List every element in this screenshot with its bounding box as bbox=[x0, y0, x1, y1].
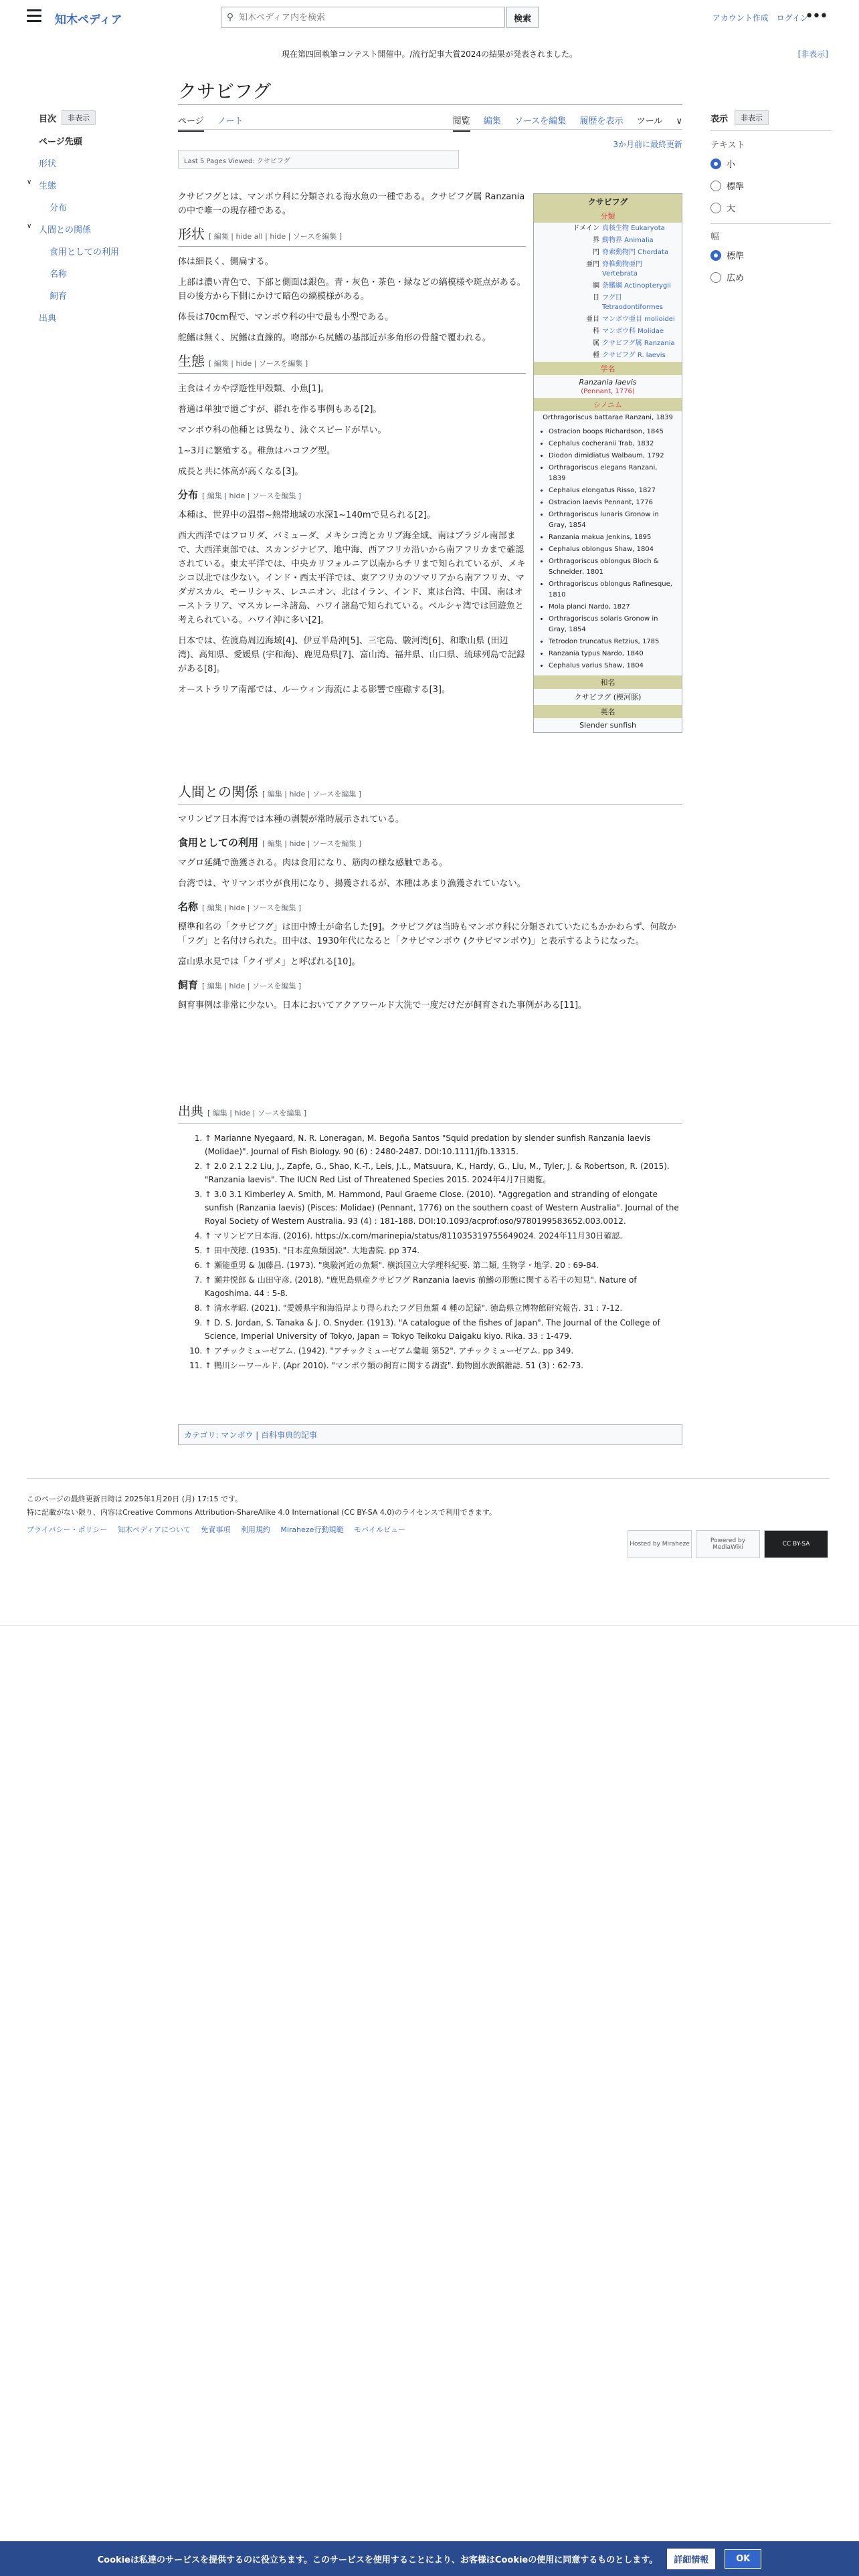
width-standard[interactable]: 標準 bbox=[710, 249, 831, 261]
site-header bbox=[0, 0, 859, 36]
chevron-icon[interactable]: ∨ bbox=[27, 223, 32, 230]
toc-hide-button[interactable]: 非表示 bbox=[62, 110, 96, 125]
synonym-item: • Cephalus elongatus Risso, 1827 bbox=[549, 486, 676, 496]
taxobox-row bbox=[534, 338, 682, 350]
section-heading-refs: 出典 [ 編集 | hide | ソースを編集 ] bbox=[178, 1105, 682, 1123]
paragraph: 成長と共に体高が高くなる[3]。 bbox=[178, 467, 304, 477]
taxobox-taxon[interactable]: 脊索動物門 Chordata bbox=[601, 249, 669, 256]
cc-license-badge[interactable]: CC BY-SA bbox=[764, 1530, 828, 1558]
section-heading-name: 名称 [ 編集 | hide | ソースを編集 ] bbox=[178, 901, 302, 913]
tab-talk[interactable]: ノート bbox=[217, 116, 244, 126]
tab-edit[interactable]: 編集 bbox=[483, 116, 501, 126]
section-edit-links[interactable]: [ 編集 | hide | ソースを編集 ] bbox=[207, 1109, 307, 1117]
paragraph: マグロ延縄で漁獲される。肉は食用になり、筋肉の様な感触である。 bbox=[178, 858, 448, 868]
footer-link-mobile[interactable]: モバイルビュー bbox=[353, 1525, 405, 1534]
taxobox-taxon[interactable]: 脊椎動物亜門 Vertebrata bbox=[601, 261, 642, 278]
taxobox-taxon[interactable]: 真核生物 Eukaryota bbox=[601, 225, 665, 232]
synonym-item: • Orthragoriscus oblongus Bloch & Schneider, 1801 bbox=[549, 556, 676, 578]
taxobox-title: クサビフグ bbox=[534, 194, 682, 209]
page-title: クサビフグ bbox=[178, 80, 272, 102]
appearance-panel bbox=[710, 110, 831, 293]
taxobox-classification bbox=[534, 223, 682, 362]
paragraph: 台湾では、ヤリマンボウが食用になり、揚獲されるが、本種はあまり漁獲されていない。 bbox=[178, 879, 526, 889]
taxobox-row bbox=[534, 350, 682, 362]
cookie-banner bbox=[0, 2541, 859, 2576]
taxobox-jpname: クサビフグ (楔河豚) bbox=[574, 693, 642, 702]
text-size-large[interactable]: 大 bbox=[710, 201, 831, 214]
taxobox-rank: 種 bbox=[592, 352, 599, 359]
width-wide[interactable]: 広め bbox=[710, 271, 831, 284]
footer-link-terms[interactable]: 利用規約 bbox=[240, 1525, 270, 1534]
synonym-item: • Orthragoriscus elegans Ranzani, 1839 bbox=[549, 463, 676, 484]
footer-links bbox=[27, 1523, 629, 1537]
footer-divider bbox=[27, 1478, 830, 1479]
section-heading-ecology: 生態 [ 編集 | hide | ソースを編集 ] bbox=[178, 354, 526, 374]
taxobox-row bbox=[534, 235, 682, 247]
width-label: 幅 bbox=[710, 223, 831, 242]
tab-tools[interactable]: ツール bbox=[636, 116, 663, 126]
paragraph: マンボウ科の他種とは異なり、泳ぐスピードが早い。 bbox=[178, 425, 387, 435]
footer-badges bbox=[628, 1530, 828, 1558]
tab-divider bbox=[178, 129, 682, 130]
taxobox-classification-header[interactable]: 分類 bbox=[534, 209, 682, 223]
section-heading-human: 人間との関係 [ 編集 | hide | ソースを編集 ] bbox=[178, 785, 682, 804]
search-input[interactable] bbox=[239, 13, 504, 23]
tab-read[interactable]: 閲覧 bbox=[453, 116, 470, 132]
reference-item: 9. ↑ D. S. Jordan, S. Tanaka & J. O. Snyder. (1913). "A catalogue of the fishes of Japan". The Journal of the College of Science, Imperial University of Tokyo, Japan = Tokyo Teikoku Daigaku kiyo. Rika. 33 : 1-479. bbox=[205, 1316, 682, 1343]
paragraph: 普通は単独で過ごすが、群れを作る事例もある[2]。 bbox=[178, 405, 382, 415]
reference-item: 11. ↑ 鴨川シーワールド. (Apr 2010). "マンボウ類の飼育に関する調査". 動物園水族館雑誌. 51 (3) : 62-73. bbox=[205, 1359, 682, 1372]
paragraph: 体は細長く、側扁する。 bbox=[178, 257, 274, 267]
section-heading-food: 食用としての利用 [ 編集 | hide | ソースを編集 ] bbox=[178, 837, 362, 849]
article-lower bbox=[178, 776, 682, 1019]
text-size-label: テキスト bbox=[710, 140, 745, 150]
pages-viewed-box: Last 5 Pages Viewed: クサビフグ bbox=[178, 150, 459, 169]
chevron-icon[interactable]: ∨ bbox=[27, 179, 32, 186]
namespace-tabs bbox=[178, 114, 254, 126]
taxobox-taxon[interactable]: マンボウ科 Molidae bbox=[601, 328, 664, 335]
login-link[interactable]: ログイン bbox=[776, 13, 808, 23]
references-section bbox=[178, 1095, 682, 1374]
text-size-small[interactable]: 小 bbox=[710, 157, 831, 170]
tab-history[interactable]: 履歴を表示 bbox=[579, 116, 624, 126]
taxobox-taxon[interactable]: クサビフグ属 Ranzania bbox=[601, 340, 675, 347]
site-notice: 現在第四回執筆コンテスト開催中。/流行記事大賞2024の結果が発表されました。 bbox=[281, 49, 578, 59]
page-footer bbox=[27, 1493, 629, 1537]
footer-link-disclaimer[interactable]: 免責事項 bbox=[201, 1525, 231, 1534]
toc-item-refs[interactable]: 出典 bbox=[39, 314, 57, 324]
synonym-item: • Orthragoriscus oblongus Rafinesque, 1810 bbox=[549, 579, 676, 601]
section-edit-links[interactable]: [ 編集 | hide all | hide | ソースを編集 ] bbox=[209, 232, 343, 241]
taxobox-taxon[interactable]: 動物界 Animalia bbox=[601, 237, 654, 244]
menu-icon[interactable] bbox=[27, 9, 41, 23]
toc-item-food[interactable]: 食用としての利用 bbox=[50, 247, 120, 257]
table-of-contents bbox=[27, 110, 166, 333]
reference-list bbox=[178, 1132, 682, 1372]
cookie-more-button[interactable]: 詳細情報 bbox=[667, 2549, 715, 2569]
synonym-item: • Ostracion boops Richardson, 1845 bbox=[549, 427, 676, 437]
paragraph: オーストラリア南部では、ルーウィン海流による影響で座礁する[3]。 bbox=[178, 685, 450, 695]
taxobox-rank: ドメイン bbox=[573, 225, 599, 232]
taxobox-jpname-header: 和名 bbox=[534, 675, 682, 689]
cookie-ok-button[interactable]: OK bbox=[725, 2549, 761, 2569]
footer-link-about[interactable]: 知木ペディアについて bbox=[117, 1525, 191, 1534]
create-account-link[interactable]: アカウント作成 bbox=[712, 13, 769, 23]
synonym-item: • Ranzania typus Nardo, 1840 bbox=[549, 649, 676, 659]
appearance-hide-button[interactable]: 非表示 bbox=[735, 110, 769, 125]
paragraph: 本種は、世界中の温帯~熱帯地域の水深1~140mで見られる[2]。 bbox=[178, 510, 436, 520]
taxobox-rank: 界 bbox=[592, 237, 599, 244]
taxobox-row bbox=[534, 292, 682, 314]
toc-item-top[interactable]: ページ先頭 bbox=[39, 137, 82, 147]
search-box[interactable] bbox=[221, 7, 505, 28]
miraheze-badge[interactable]: Hosted by Miraheze bbox=[628, 1530, 692, 1558]
page-end-line bbox=[0, 1625, 859, 1626]
taxobox-row bbox=[534, 326, 682, 338]
view-tabs bbox=[442, 114, 682, 126]
reference-item: 2. ↑ 2.0 2.1 2.2 Liu, J., Zapfe, G., Shao, K.-T., Leis, J.L., Matsuura, K., Hardy, G., Liu, M., Tyler, J. & Robertson, R. (2015). "Ranzania laevis". The IUCN Red List of Threatened Species 2015. 2024年4月7日閲覧。 bbox=[205, 1160, 682, 1186]
footer-link-coc[interactable]: Miraheze行動規範 bbox=[280, 1525, 344, 1534]
section-edit-links[interactable]: [ 編集 | hide | ソースを編集 ] bbox=[202, 982, 302, 990]
taxobox-sciname-header[interactable]: 学名 bbox=[534, 362, 682, 375]
taxobox-rank: 属 bbox=[592, 340, 599, 347]
synonym-item: • Orthragoriscus solaris Gronow in Gray, 1854 bbox=[549, 614, 676, 635]
appearance-header bbox=[710, 110, 831, 131]
taxobox-rank: 亜目 bbox=[585, 316, 599, 323]
radio[interactable] bbox=[710, 272, 721, 283]
synonym-item: • Cephalus oblongus Shaw, 1804 bbox=[549, 544, 676, 555]
reference-item: 1. ↑ Marianne Nyegaard, N. R. Loneragan, M. Begoña Santos "Squid predation by slender sunfish Ranzania laevis (Molidae)". Journal of Fish Biology. 90 (6) : 2480-2487. DOI:10.1111/jfb.13315. bbox=[205, 1132, 682, 1158]
reference-item: 10. ↑ アチックミューゼアム. (1942). "アチックミューゼアム彙報 第52". アチックミューゼアム. pp 349. bbox=[205, 1344, 682, 1358]
toc-item-form[interactable]: 形状 bbox=[39, 159, 57, 169]
taxobox-taxon[interactable]: 条鰭綱 Actinopterygii bbox=[601, 282, 671, 290]
synonym-item: • Orthragoriscus lunaris Gronow in Gray, 1854 bbox=[549, 510, 676, 531]
last-edit-link[interactable]: 3か月前に最終更新 bbox=[613, 140, 682, 149]
reference-item: 8. ↑ 清水孝昭. (2021). "愛媛県宇和海沿岸より得られたフグ目魚類 4 種の記録". 徳島県立博物館研究報告. 31 : 7-12. bbox=[205, 1301, 682, 1315]
intro-paragraph: クサビフグとは、マンボウ科に分類される海水魚の一種である。クサビフグ属 Ranzania の中で唯一の現存種である。 bbox=[178, 192, 525, 216]
paragraph: 舵鰭は無く、尻鰭は直線的。吻部から尻鰭の基部近が多角形の骨盤で覆われる。 bbox=[178, 333, 491, 343]
reference-item: 5. ↑ 田中茂穂. (1935). "日本産魚類図説". 大地書院. pp 374. bbox=[205, 1244, 682, 1257]
paragraph: 日本では、佐渡島周辺海域[4]、伊豆半島沖[5]、三宅島、駿河湾[6]、和歌山県 (田辺湾)、高知県、愛媛県 (宇和海)、鹿児島県[7]、富山湾、福井県、山口県、琉球列島で記録がある[8]。 bbox=[178, 636, 525, 674]
section-heading-keeping: 飼育 [ 編集 | hide | ソースを編集 ] bbox=[178, 979, 302, 991]
toc-item-name[interactable]: 名称 bbox=[50, 270, 68, 280]
toc-item-ecology[interactable]: ∨ 生態 bbox=[27, 179, 57, 191]
last-edited-text: このページの最終更新日時は 2025年1月20日 (月) 17:15 です。 bbox=[27, 1495, 243, 1503]
synonym-item: • Diodon dimidiatus Walbaum, 1792 bbox=[549, 451, 676, 461]
synonym-item: • Cephalus cocheranii Trab, 1832 bbox=[549, 439, 676, 449]
user-links bbox=[707, 12, 808, 23]
section-heading-form: 形状 [ 編集 | hide all | hide | ソースを編集 ] bbox=[178, 227, 526, 247]
paragraph: 主食はイカや浮遊性甲殻類、小魚[1]。 bbox=[178, 384, 330, 394]
toc-item-distribution[interactable]: 分布 bbox=[50, 203, 68, 213]
taxobox-rank: 門 bbox=[592, 249, 599, 256]
site-logo[interactable]: 知木ペディア bbox=[55, 13, 122, 27]
taxobox-taxon[interactable]: フグ目 Tetraodontiformes bbox=[601, 294, 663, 311]
section-edit-links[interactable]: [ 編集 | hide | ソースを編集 ] bbox=[202, 492, 302, 500]
taxobox-row bbox=[534, 259, 682, 280]
tab-edit-source[interactable]: ソースを編集 bbox=[514, 116, 567, 126]
taxobox bbox=[533, 193, 682, 733]
paragraph: 1~3月に繁殖する。稚魚はハコフグ型。 bbox=[178, 446, 336, 456]
paragraph: 上部は濃い青色で、下部と側面は銀色。青・灰色・茶色・緑などの縞模様や斑点がある。目の後方から下側にかけて暗色の縞模様がある。 bbox=[178, 278, 526, 302]
taxobox-rank: 綱 bbox=[592, 282, 599, 290]
paragraph: 富山県水見では「クイザメ」と呼ばれる[10]。 bbox=[178, 957, 361, 967]
taxobox-rank: 目 bbox=[592, 294, 599, 302]
taxobox-row bbox=[534, 247, 682, 259]
section-edit-links[interactable]: [ 編集 | hide | ソースを編集 ] bbox=[262, 790, 362, 798]
taxobox-enname-header: 英名 bbox=[534, 705, 682, 718]
taxobox-row bbox=[534, 223, 682, 235]
toc-header bbox=[39, 110, 166, 125]
section-heading-distribution: 分布 [ 編集 | hide | ソースを編集 ] bbox=[178, 489, 302, 501]
radio[interactable] bbox=[710, 203, 721, 213]
taxobox-enname: Slender sunfish bbox=[579, 721, 636, 730]
article-body bbox=[178, 190, 526, 704]
section-edit-links[interactable]: [ 編集 | hide | ソースを編集 ] bbox=[202, 903, 302, 912]
mediawiki-badge[interactable]: Powered by MediaWiki bbox=[696, 1530, 760, 1558]
search-button[interactable]: 検索 bbox=[506, 7, 539, 28]
reference-item: 7. ↑ 瀬井悦郎 & 山田守彦. (2018). "鹿児島県産クサビフグ Ranzania laevis 前鰭の形態に関する若干の知見". Nature of Kagoshima. 44 : 5-8. bbox=[205, 1273, 682, 1300]
synonym-item: • Ranzania makua Jenkins, 1895 bbox=[549, 532, 676, 543]
radio[interactable] bbox=[710, 181, 721, 191]
synonym-item: • Mola planci Nardo, 1827 bbox=[549, 602, 676, 613]
search-icon: ⚲ bbox=[226, 12, 234, 23]
radio-selected[interactable] bbox=[710, 250, 721, 261]
reference-item: 3. ↑ 3.0 3.1 Kimberley A. Smith, M. Hammond, Paul Graeme Close. (2010). "Aggregation and stranding of elongate sunfish (Ranzania laevis) (Pisces: Molidae) (Pennant, 1776) on the southern coast of Western Australia". Journal of the Royal Society of Western Australia. 93 (4) : 181-188. DOI:10.1093/acprof:oso/9780199583652.003.0012. bbox=[205, 1188, 682, 1228]
title-divider bbox=[178, 104, 682, 105]
hide-notice-link[interactable]: [非表示] bbox=[797, 49, 828, 59]
license-text: 特に記載がない限り、内容はCreative Commons Attribution-ShareAlike 4.0 International (CC BY-SA 4.0)のライセンスで利用できます。 bbox=[27, 1508, 496, 1517]
synonym-item: • Cephalus varius Shaw, 1804 bbox=[549, 661, 676, 671]
taxobox-taxon[interactable]: マンボウ亜目 molioidei bbox=[601, 316, 675, 323]
taxobox-row bbox=[534, 280, 682, 292]
footer-link-privacy[interactable]: プライバシー・ポリシー bbox=[27, 1525, 108, 1534]
text-size-standard[interactable]: 標準 bbox=[710, 179, 831, 192]
paragraph: マリンピア日本海では本種の剥製が常時展示されている。 bbox=[178, 815, 405, 825]
toc-item-human[interactable]: ∨ 人間との関係 bbox=[27, 223, 92, 235]
synonym-item: • Tetrodon truncatus Retzius, 1785 bbox=[549, 637, 676, 647]
more-options-icon[interactable]: ••• bbox=[805, 8, 827, 25]
taxobox-synonym-list bbox=[534, 424, 682, 675]
taxobox-sciname: Ranzania laevis (Pennant, 1776) bbox=[579, 378, 637, 395]
cookie-text: Cookieは私達のサービスを提供するのに役立ちます。このサービスを使用することにより、お客様はCookieの使用に同意するものとします。 bbox=[97, 2555, 658, 2565]
taxobox-synonym-header[interactable]: シノニム bbox=[534, 398, 682, 411]
tab-page[interactable]: ページ bbox=[178, 116, 204, 132]
taxobox-taxon[interactable]: クサビフグ R. laevis bbox=[601, 352, 666, 359]
section-edit-links[interactable]: [ 編集 | hide | ソースを編集 ] bbox=[262, 839, 362, 848]
chevron-down-icon[interactable]: ∨ bbox=[673, 116, 682, 126]
taxobox-row bbox=[534, 314, 682, 326]
taxobox-rank: 亜門 bbox=[585, 261, 599, 268]
paragraph: 飼育事例は非常に少ない。日本においてアクアワールド大洗で一度だけだが飼育された事例がある[11]。 bbox=[178, 1000, 587, 1010]
section-edit-links[interactable]: [ 編集 | hide | ソースを編集 ] bbox=[209, 359, 308, 368]
toc-item-keeping[interactable]: 飼育 bbox=[50, 292, 68, 302]
reference-item: 6. ↑ 瀬能重男 & 加藤昌. (1973). "奥駿河近の魚類". 横浜国立大学理科紀要. 第二類, 生物学・地学. 20 : 69-84. bbox=[205, 1259, 682, 1272]
taxobox-rank: 科 bbox=[592, 328, 599, 335]
toc-title: 目次 bbox=[39, 114, 57, 124]
reference-item: 4. ↑ マリンピア日本海. (2016). https://x.com/marinepia/status/811035319755649024. 2024年11月30日確認. bbox=[205, 1229, 682, 1243]
appearance-title: 表示 bbox=[710, 114, 729, 124]
synonym-item: • Ostracion laevis Pennant, 1776 bbox=[549, 498, 676, 508]
paragraph: 体長は70cm程で、マンボウ科の中で最も小型である。 bbox=[178, 312, 394, 322]
paragraph: 標準和名の「クサビフグ」は田中博士が命名した[9]。クサビフグは当時もマンボウ科に分類されていたにもかかわらず、何故か「フグ」と名付けられた。田中は、1930年代になると「クサビマンボウ (クサビマンボウ)」と表示するようになった。 bbox=[178, 922, 676, 946]
taxobox-synonym-top: Orthragoriscus battarae Ranzani, 1839 bbox=[543, 414, 673, 421]
radio-selected[interactable] bbox=[710, 158, 721, 169]
category-box[interactable]: カテゴリ: マンボウ | 百科事典的記事 bbox=[178, 1424, 682, 1445]
paragraph: 西大西洋ではフロリダ、バミューダ、メキシコ湾とカリブ海全域、南はブラジル南部まで、大西洋東部では、スカンジナビア、地中海、西アフリカ沿いから南アフリカまで確認されている。東太平洋では、中央カリフォルニア以南からチリまで知られているが、メキシコ以北では少ない。インド・西太平洋では、東アフリカのソマリアから南アフリカ、マダガスカル、モーリシャス、レユニオン、北はイラン、インド、東は台湾、中国、南はオーストラリア、マスカレーネ諸島、ハワイ諸島で知られている。ベルシャ湾では回遊魚と考えられている。ハワイ沖に多い[2]。 bbox=[178, 531, 526, 625]
